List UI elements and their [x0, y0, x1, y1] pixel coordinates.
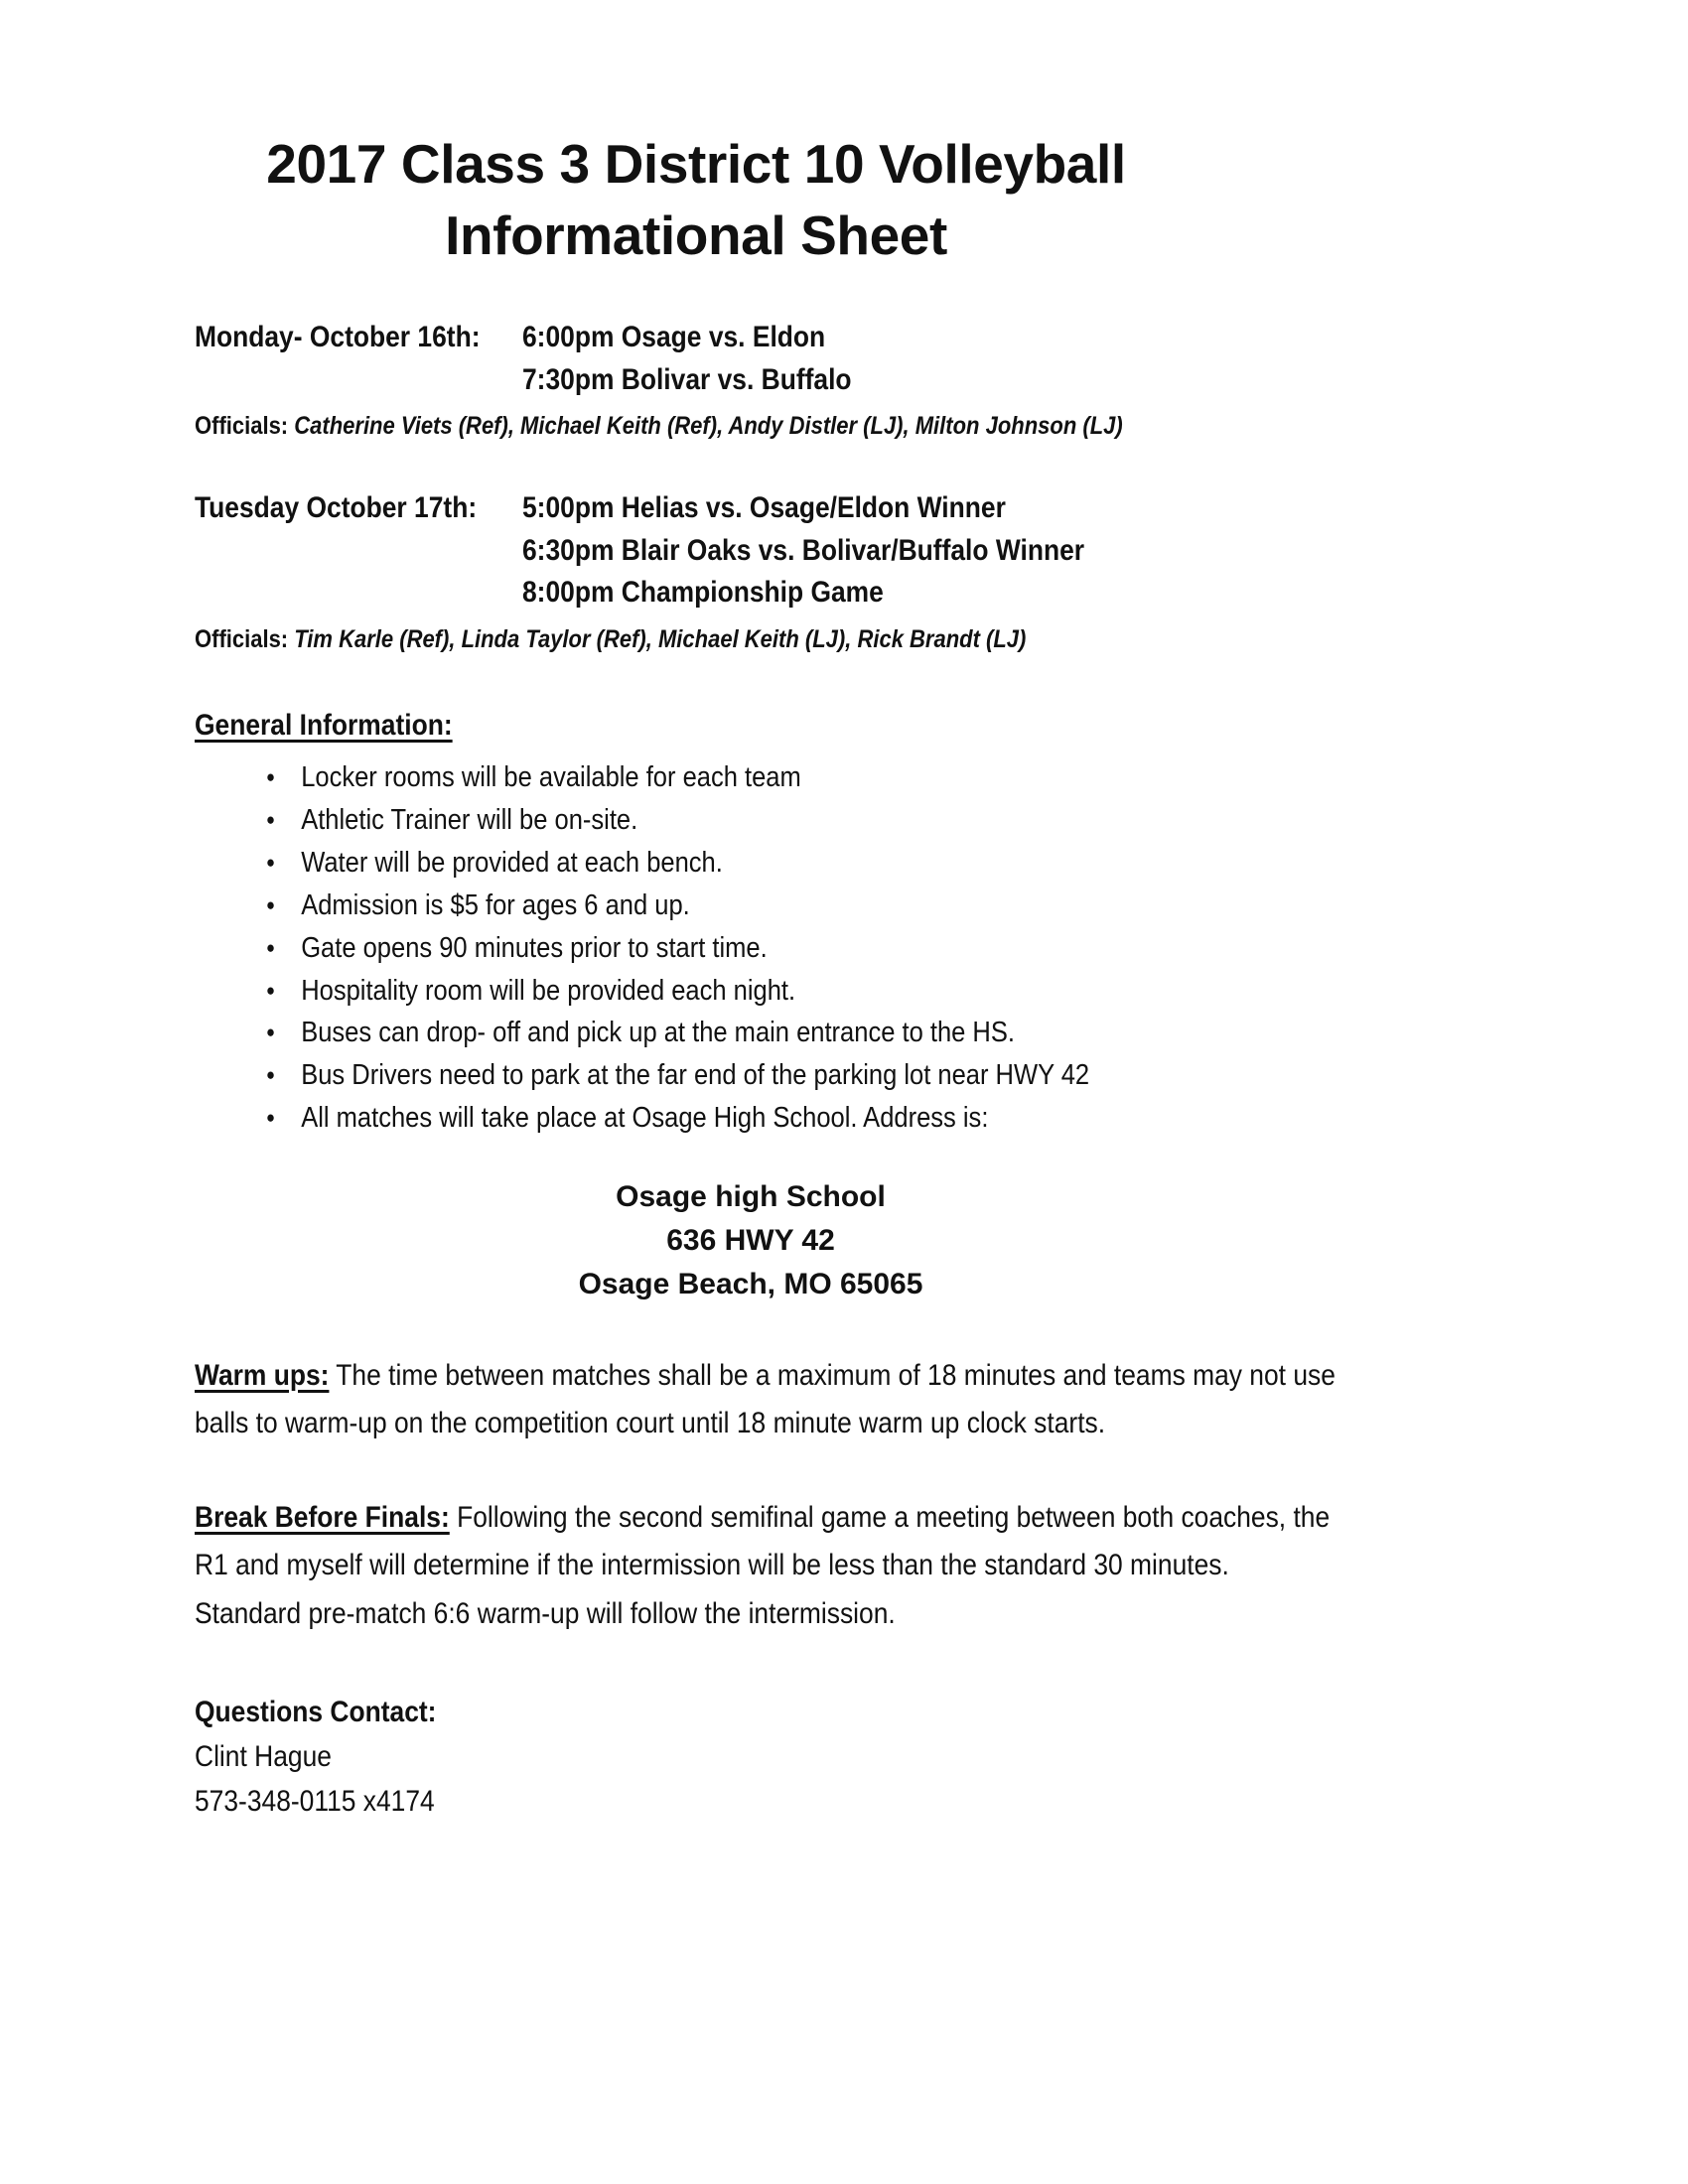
- warm-ups-label: Warm ups:: [195, 1358, 330, 1392]
- list-item: ● Hospitality room will be provided each night.: [266, 970, 1347, 1013]
- schedule-game: 7:30pm Bolivar vs. Buffalo: [522, 362, 852, 396]
- contact-name: Clint Hague: [195, 1740, 332, 1774]
- list-item: ● Bus Drivers need to park at the far end of the parking lot near HWY 42: [266, 1054, 1347, 1097]
- page-title-line-1: 2017 Class 3 District 10 Volleyball: [266, 133, 1126, 195]
- document-body: [195, 129, 1495, 1824]
- officials-label: Officials:: [195, 412, 289, 441]
- break-before-finals-paragraph: [195, 1494, 1339, 1639]
- list-item: ● All matches will take place at Osage High School. Address is:: [266, 1097, 1347, 1140]
- list-item: ● Buses can drop- off and pick up at the main entrance to the HS.: [266, 1012, 1347, 1054]
- schedule-game: 8:00pm Championship Game: [522, 576, 884, 610]
- address-line-street: 636 HWY 42: [666, 1223, 835, 1257]
- schedule-block-tuesday: [195, 487, 1495, 657]
- warm-ups-paragraph: [195, 1352, 1339, 1448]
- venue-address: [195, 1175, 1307, 1305]
- officials-line: [195, 622, 1339, 657]
- officials-names: Tim Karle (Ref), Linda Taylor (Ref), Michael Keith (LJ), Rick Brandt (LJ): [294, 624, 1027, 653]
- general-information-heading: General Information:: [195, 708, 453, 742]
- schedule-row: [195, 359, 1495, 402]
- contact-label: Questions Contact:: [195, 1696, 437, 1729]
- schedule-row: [195, 530, 1495, 573]
- officials-names: Catherine Viets (Ref), Michael Keith (Ref), Andy Distler (LJ), Milton Johnson (LJ): [294, 412, 1123, 441]
- schedule-row: [195, 317, 1495, 359]
- schedule-day-label: Monday- October 16th:: [195, 321, 481, 353]
- contact-phone: 573-348-0115 x4174: [195, 1785, 435, 1819]
- list-item: ● Water will be provided at each bench.: [266, 842, 1347, 885]
- list-item: ● Admission is $5 for ages 6 and up.: [266, 885, 1347, 927]
- contact-block: [195, 1690, 1495, 1824]
- schedule-day-label: Tuesday October 17th:: [195, 491, 478, 525]
- break-before-finals-label: Break Before Finals:: [195, 1500, 450, 1534]
- warm-ups-body: The time between matches shall be a maximum of 18 minutes and teams may not use balls to warm-up on the competition court until 18 minute warm up clock starts.: [195, 1358, 1336, 1440]
- schedule-game: 6:30pm Blair Oaks vs. Bolivar/Buffalo Winner: [522, 533, 1085, 567]
- schedule-row: [195, 487, 1495, 530]
- page-title-line-2: Informational Sheet: [445, 204, 947, 266]
- schedule-row: [195, 572, 1495, 614]
- list-item: ● Gate opens 90 minutes prior to start time.: [266, 927, 1347, 970]
- general-information-list: [195, 756, 1495, 1140]
- officials-line: [195, 409, 1339, 444]
- officials-label: Officials:: [195, 624, 289, 653]
- page-title: [195, 129, 1197, 271]
- address-line-school: Osage high School: [616, 1180, 886, 1214]
- list-item: ● Locker rooms will be available for each team: [266, 756, 1347, 799]
- list-item: ● Athletic Trainer will be on-site.: [266, 799, 1347, 842]
- break-before-finals-body: Following the second semifinal game a meeting between both coaches, the R1 and myself will determine if the intermission will be less than the standard 30 minutes. Standard pre-match 6:6 warm-up will follow the intermission.: [195, 1500, 1331, 1630]
- schedule-block-monday: [195, 317, 1495, 444]
- address-line-city-state-zip: Osage Beach, MO 65065: [578, 1267, 923, 1300]
- schedule-game: 5:00pm Helias vs. Osage/Eldon Winner: [522, 491, 1006, 525]
- schedule-game: 6:00pm Osage vs. Eldon: [522, 321, 826, 353]
